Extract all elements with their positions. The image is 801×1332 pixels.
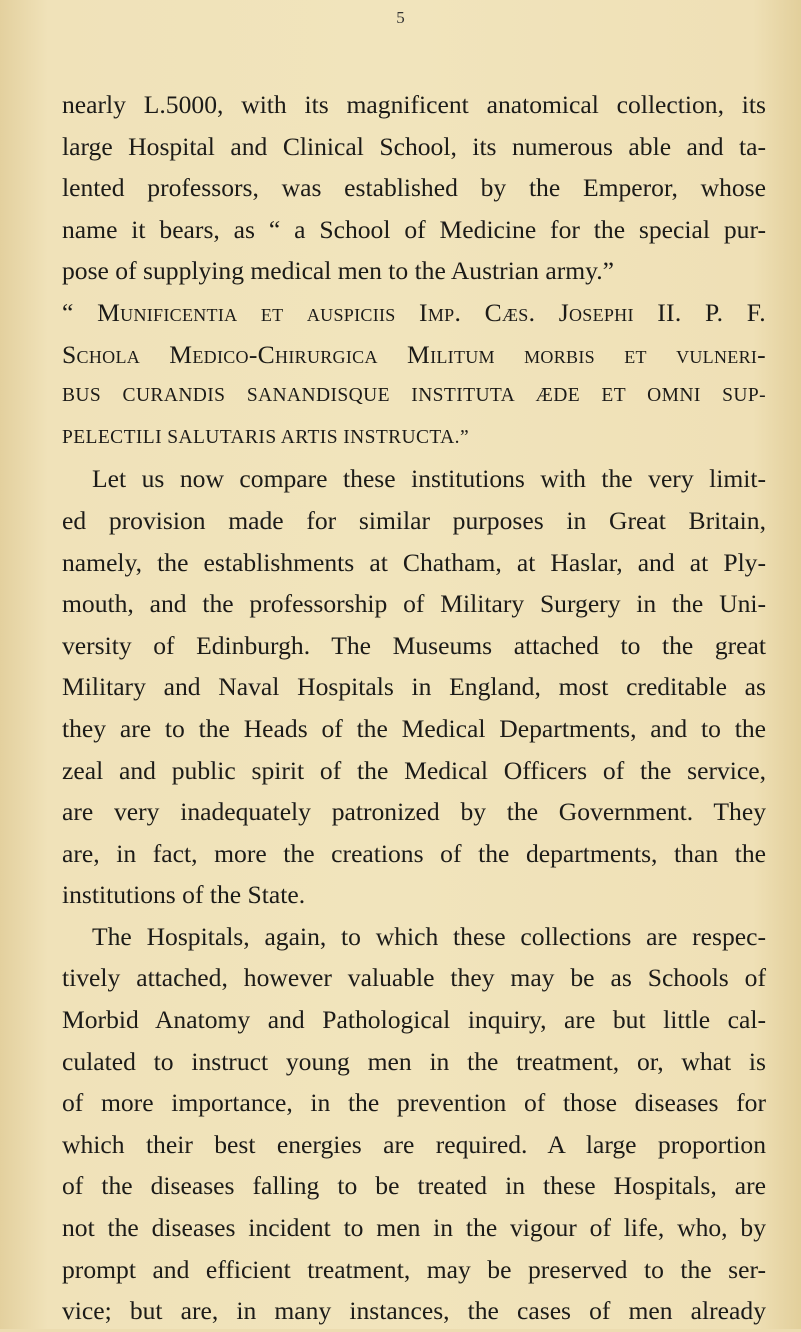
text-line: versity of Edinburgh. The Museums attached to the great	[62, 630, 766, 660]
latin-inscription-line: BUS CURANDIS SANANDISQUE INSTITUTA ÆDE ET OMNI SUP-	[62, 385, 766, 407]
paragraph-start-line: The Hospitals, again, to which these collections are respec-	[92, 921, 766, 951]
text-line: of the diseases falling to be treated in these Hospitals, are	[62, 1171, 766, 1201]
text-line: are, in fact, more the creations of the departments, than the	[62, 838, 766, 868]
page-number: 5	[396, 8, 405, 27]
text-line: namely, the establishments at Chatham, at Haslar, and at Ply-	[62, 547, 766, 577]
text-line: zeal and public spirit of the Medical Officers of the service,	[62, 755, 766, 785]
text-line: vice; but are, in many instances, the cases of men already	[62, 1296, 766, 1326]
text-line: they are to the Heads of the Medical Departments, and to the	[62, 713, 766, 743]
text-line: are very inadequately patronized by the Government. They	[62, 797, 766, 827]
latin-inscription-line: Schola Medico-Chirurgica Militum morbis et vulneri-	[62, 339, 766, 369]
body-text	[62, 84, 766, 1332]
latin-inscription-line: “ Munificentia et auspiciis Imp. Cæs. Josephi II. P. F.	[62, 297, 766, 327]
text-line: not the diseases incident to men in the vigour of life, who, by	[62, 1213, 766, 1243]
text-line: large Hospital and Clinical School, its numerous able and ta-	[62, 131, 766, 161]
text-line: lented professors, was established by the Emperor, whose	[62, 173, 766, 203]
text-line: name it bears, as “ a School of Medicine for the special pur-	[62, 214, 766, 244]
text-line: tively attached, however valuable they may be as Schools of	[62, 963, 766, 993]
text-line: pose of supplying medical men to the Austrian army.”	[62, 256, 615, 286]
text-line: ed provision made for similar purposes in Great Britain,	[62, 505, 766, 535]
text-line: Military and Naval Hospitals in England, most creditable as	[62, 672, 766, 702]
text-line: which their best energies are required. A large proportion	[62, 1129, 766, 1159]
text-line: nearly L.5000, with its magnificent anatomical collection, its	[62, 90, 766, 119]
text-line: of more importance, in the prevention of those diseases for	[62, 1088, 766, 1118]
text-line: mouth, and the professorship of Military Surgery in the Uni-	[62, 589, 766, 619]
text-line: institutions of the State.	[62, 880, 306, 910]
latin-inscription-line: PELECTILI SALUTARIS ARTIS INSTRUCTA.”	[62, 426, 469, 448]
text-line: culated to instruct young men in the treatment, or, what is	[62, 1046, 766, 1076]
text-line: Morbid Anatomy and Pathological inquiry, are but little cal-	[62, 1005, 766, 1035]
paragraph-start-line: Let us now compare these institutions with the very limit-	[92, 464, 766, 494]
text-line: prompt and efficient treatment, may be preserved to the ser-	[62, 1254, 766, 1284]
